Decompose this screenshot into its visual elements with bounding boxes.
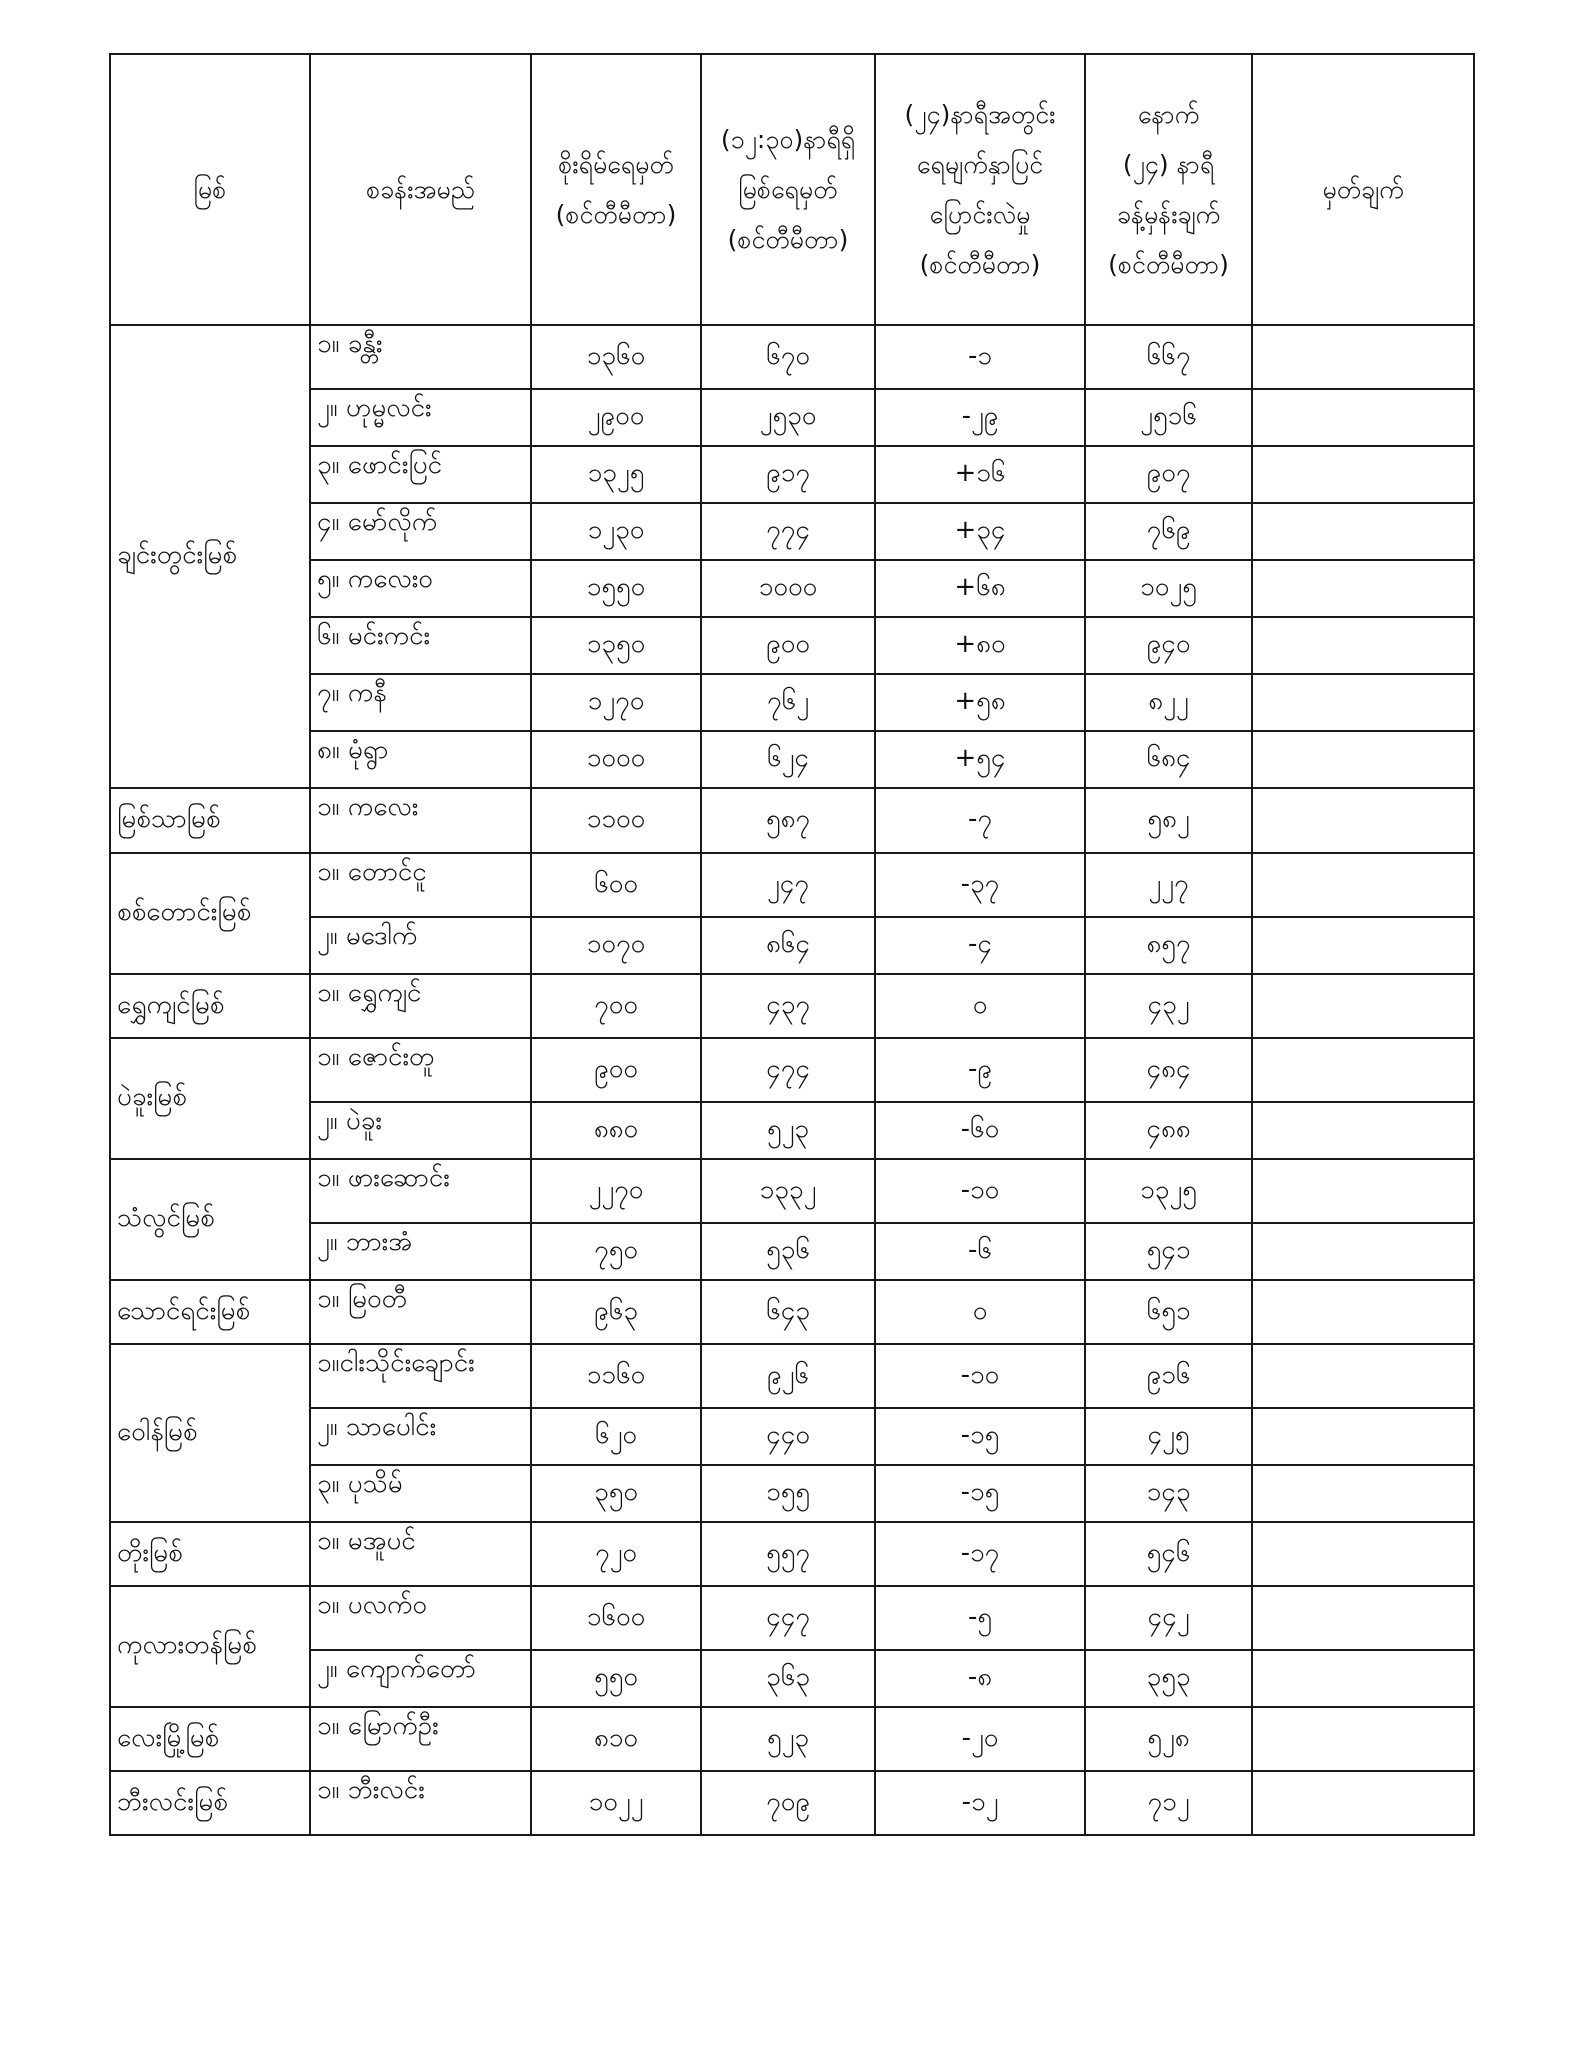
header-line: ရေမျက်နှာပြင် [916,149,1044,179]
forecast-cell: ၁၄၃ [1085,1465,1252,1522]
remarks-cell [1252,917,1474,974]
forecast-cell: ၈၅၇ [1085,917,1252,974]
change-cell: -၁၅ [875,1408,1085,1465]
station-name: ၂။ သာပေါင်း [310,1408,531,1465]
danger-level-cell: ၁၅၅၀ [531,560,701,617]
current-level-cell: ၄၇၄ [701,1038,875,1102]
header-line: (စင်တီမီတာ) [1108,249,1229,279]
change-cell: -၁၇ [875,1522,1085,1586]
danger-level-cell: ၅၅၀ [531,1650,701,1707]
current-level-cell: ၅၈၇ [701,788,875,853]
station-name: ၁။ ဖားဆောင်း [310,1159,531,1223]
river-name: ဘီးလင်းမြစ် [110,1771,310,1835]
header-line: နောက် [1137,99,1200,129]
station-name: ၃။ ဖောင်းပြင် [310,446,531,503]
header-24h-forecast [1085,54,1252,325]
remarks-cell [1252,974,1474,1038]
station-name: ၁။ မြောက်ဦး [310,1707,531,1771]
change-cell: -၇ [875,788,1085,853]
remarks-cell [1252,1408,1474,1465]
current-level-cell: ၉၂၆ [701,1344,875,1408]
table-header-row [110,54,1474,325]
header-line: (၂၄) နာရီ [1122,149,1215,179]
header-line: စိုးရိမ်ရေမှတ် [558,149,674,179]
remarks-cell [1252,853,1474,917]
table-row [110,1159,1474,1223]
remarks-cell [1252,788,1474,853]
station-name: ၇။ ကနီ [310,674,531,731]
header-danger-level [531,54,701,325]
table-row [110,1280,1474,1344]
forecast-cell: ၉၀၇ [1085,446,1252,503]
header-line: (၂၄)နာရီအတွင်း [904,99,1056,129]
header-line: (စင်တီမီတာ) [727,224,849,254]
table-row [110,788,1474,853]
forecast-cell: ၆၆၇ [1085,325,1252,389]
current-level-cell: ၇၀၉ [701,1771,875,1835]
header-current-level [701,54,875,325]
danger-level-cell: ၉၀၀ [531,1038,701,1102]
forecast-cell: ၃၅၃ [1085,1650,1252,1707]
danger-level-cell: ၁၀၇၀ [531,917,701,974]
remarks-cell [1252,1038,1474,1102]
station-name: ၁။ ဇောင်းတူ [310,1038,531,1102]
station-name: ၆။ မင်းကင်း [310,617,531,674]
remarks-cell [1252,1159,1474,1223]
header-line: ပြောင်းလဲမှု [929,199,1031,229]
table-row [110,917,1474,974]
remarks-cell [1252,1102,1474,1159]
header-line: (၁၂:၃၀)နာရီရှိ [720,124,856,154]
current-level-cell: ၆၄၃ [701,1280,875,1344]
danger-level-cell: ၁၁၆၀ [531,1344,701,1408]
river-name: စစ်တောင်းမြစ် [110,853,310,974]
river-level-table [109,53,1475,1836]
table-row [110,617,1474,674]
station-name: ၈။ မုံရွာ [310,731,531,788]
table-row [110,446,1474,503]
danger-level-cell: ၆၀၀ [531,853,701,917]
current-level-cell: ၄၄၇ [701,1586,875,1650]
forecast-cell: ၄၂၅ [1085,1408,1252,1465]
change-cell: -၂၉ [875,389,1085,446]
header-line: (စင်တီမီတာ) [919,249,1041,279]
change-cell: -၁၅ [875,1465,1085,1522]
header-station [310,54,531,325]
forecast-cell: ၉၁၆ [1085,1344,1252,1408]
station-name: ၁။ မအူပင် [310,1522,531,1586]
river-name: ချင်းတွင်းမြစ် [110,325,310,788]
remarks-cell [1252,674,1474,731]
forecast-cell: ၈၂၂ [1085,674,1252,731]
table-row [110,853,1474,917]
change-cell: -၈ [875,1650,1085,1707]
forecast-cell: ၉၄၀ [1085,617,1252,674]
forecast-cell: ၁၀၂၅ [1085,560,1252,617]
station-name: ၂။ ကျောက်တော် [310,1650,531,1707]
change-cell: -၁ [875,325,1085,389]
river-name: တိုးမြစ် [110,1522,310,1586]
forecast-cell: ၄၈၄ [1085,1038,1252,1102]
forecast-cell: ၅၂၈ [1085,1707,1252,1771]
forecast-cell: ၂၅၁၆ [1085,389,1252,446]
current-level-cell: ၂၄၇ [701,853,875,917]
table-body [110,325,1474,1835]
table-row [110,389,1474,446]
current-level-cell: ၆၇၀ [701,325,875,389]
change-cell: -၆ [875,1223,1085,1280]
river-name: မြစ်သာမြစ် [110,788,310,853]
river-name: ပဲခူးမြစ် [110,1038,310,1159]
table-row [110,1102,1474,1159]
river-name: သောင်ရင်းမြစ် [110,1280,310,1344]
table-row [110,560,1474,617]
danger-level-cell: ၉၆၃ [531,1280,701,1344]
remarks-cell [1252,1707,1474,1771]
table-row [110,1586,1474,1650]
station-name: ၄။ မော်လိုက် [310,503,531,560]
header-line: (စင်တီမီတာ) [555,199,677,229]
current-level-cell: ၉၁၇ [701,446,875,503]
change-cell: -၆၀ [875,1102,1085,1159]
current-level-cell: ၁၃၃၂ [701,1159,875,1223]
current-level-cell: ၂၅၃၀ [701,389,875,446]
change-cell: -၁၂ [875,1771,1085,1835]
change-cell: +၅၈ [875,674,1085,731]
station-name: ၂။ ဟုမ္မလင်း [310,389,531,446]
change-cell: +၁၆ [875,446,1085,503]
change-cell: -၂၀ [875,1707,1085,1771]
current-level-cell: ၁၀၀၀ [701,560,875,617]
table-row [110,974,1474,1038]
river-name: သံလွင်မြစ် [110,1159,310,1280]
current-level-cell: ၄၃၇ [701,974,875,1038]
table-row [110,1038,1474,1102]
table-row [110,1465,1474,1522]
table-row [110,1707,1474,1771]
remarks-cell [1252,1771,1474,1835]
change-cell: -၅ [875,1586,1085,1650]
forecast-cell: ၆၅၁ [1085,1280,1252,1344]
change-cell: +၆၈ [875,560,1085,617]
remarks-cell [1252,1344,1474,1408]
current-level-cell: ၅၂၃ [701,1707,875,1771]
danger-level-cell: ၁၆၀၀ [531,1586,701,1650]
change-cell: +၃၄ [875,503,1085,560]
table-row [110,1408,1474,1465]
remarks-cell [1252,560,1474,617]
change-cell: -၁၀ [875,1344,1085,1408]
forecast-cell: ၅၄၆ [1085,1522,1252,1586]
danger-level-cell: ၂၉၀၀ [531,389,701,446]
remarks-cell [1252,731,1474,788]
danger-level-cell: ၁၃၂၅ [531,446,701,503]
station-name: ၁။ငါးသိုင်းချောင်း [310,1344,531,1408]
forecast-cell: ၅၄၁ [1085,1223,1252,1280]
danger-level-cell: ၁၃၆၀ [531,325,701,389]
danger-level-cell: ၁၂၃၀ [531,503,701,560]
header-river [110,54,310,325]
current-level-cell: ၇၇၄ [701,503,875,560]
remarks-cell [1252,1586,1474,1650]
station-name: ၁။ ဘီးလင်း [310,1771,531,1835]
remarks-cell [1252,617,1474,674]
station-name: ၂။ ဘားအံ [310,1223,531,1280]
remarks-cell [1252,325,1474,389]
danger-level-cell: ၈၈၀ [531,1102,701,1159]
table-row [110,325,1474,389]
table-row [110,503,1474,560]
station-name: ၁။ ရွှေကျင် [310,974,531,1038]
remarks-cell [1252,1522,1474,1586]
current-level-cell: ၉၀၀ [701,617,875,674]
river-name: ရွှေကျင်မြစ် [110,974,310,1038]
station-name: ၂။ ပဲခူး [310,1102,531,1159]
station-name: ၁။ ကလေး [310,788,531,853]
header-24h-change [875,54,1085,325]
forecast-cell: ၆၈၄ [1085,731,1252,788]
current-level-cell: ၆၂၄ [701,731,875,788]
forecast-cell: ၅၈၂ [1085,788,1252,853]
river-name: ကုလားတန်မြစ် [110,1586,310,1707]
change-cell: +၈၀ [875,617,1085,674]
table-row [110,1344,1474,1408]
current-level-cell: ၅၂၃ [701,1102,875,1159]
danger-level-cell: ၇၂၀ [531,1522,701,1586]
table-row [110,1522,1474,1586]
remarks-cell [1252,1223,1474,1280]
change-cell: -၃၇ [875,853,1085,917]
forecast-cell: ၄၄၂ [1085,1586,1252,1650]
forecast-cell: ၄၃၂ [1085,974,1252,1038]
current-level-cell: ၅၅၇ [701,1522,875,1586]
remarks-cell [1252,1280,1474,1344]
table-row [110,674,1474,731]
danger-level-cell: ၆၂၀ [531,1408,701,1465]
current-level-cell: ၇၆၂ [701,674,875,731]
current-level-cell: ၁၅၅ [701,1465,875,1522]
remarks-cell [1252,446,1474,503]
forecast-cell: ၁၃၂၅ [1085,1159,1252,1223]
danger-level-cell: ၈၁၀ [531,1707,701,1771]
danger-level-cell: ၂၂၇၀ [531,1159,701,1223]
river-name: လေးမြို့မြစ် [110,1707,310,1771]
forecast-cell: ၂၂၇ [1085,853,1252,917]
change-cell: +၅၄ [875,731,1085,788]
forecast-cell: ၄၈၈ [1085,1102,1252,1159]
current-level-cell: ၈၆၄ [701,917,875,974]
station-name: ၁။ မြဝတီ [310,1280,531,1344]
change-cell: -၁၀ [875,1159,1085,1223]
station-name: ၁။ ပလက်ဝ [310,1586,531,1650]
river-name: ဝေါန်မြစ် [110,1344,310,1522]
current-level-cell: ၃၆၃ [701,1650,875,1707]
station-name: ၃။ ပုသိမ် [310,1465,531,1522]
station-name: ၂။ မဒေါက် [310,917,531,974]
header-remarks [1252,54,1474,325]
danger-level-cell: ၇၀၀ [531,974,701,1038]
remarks-cell [1252,503,1474,560]
remarks-cell [1252,1465,1474,1522]
danger-level-cell: ၇၅၀ [531,1223,701,1280]
forecast-cell: ၇၁၂ [1085,1771,1252,1835]
danger-level-cell: ၁၁၀၀ [531,788,701,853]
danger-level-cell: ၁၃၅၀ [531,617,701,674]
header-line: မြစ်ရေမှတ် [738,174,838,204]
header-line: ခန့်မှန်းချက် [1116,199,1221,229]
change-cell: -၄ [875,917,1085,974]
table-row [110,1650,1474,1707]
danger-level-cell: ၁၂၇၀ [531,674,701,731]
header-line: မှတ်ချက် [1322,174,1404,204]
change-cell: ၀ [875,1280,1085,1344]
station-name: ၁။ တောင်ငူ [310,853,531,917]
remarks-cell [1252,389,1474,446]
table-row [110,731,1474,788]
danger-level-cell: ၁၀၂၂ [531,1771,701,1835]
change-cell: ၀ [875,974,1085,1038]
header-line: စခန်းအမည် [366,174,475,204]
current-level-cell: ၄၄၀ [701,1408,875,1465]
table-row [110,1223,1474,1280]
station-name: ၁။ ခန္တီး [310,325,531,389]
header-line: မြစ် [193,174,227,204]
danger-level-cell: ၃၅၀ [531,1465,701,1522]
table-row [110,1771,1474,1835]
forecast-cell: ၇၆၉ [1085,503,1252,560]
current-level-cell: ၅၃၆ [701,1223,875,1280]
remarks-cell [1252,1650,1474,1707]
station-name: ၅။ ကလေးဝ [310,560,531,617]
danger-level-cell: ၁၀၀၀ [531,731,701,788]
change-cell: -၉ [875,1038,1085,1102]
